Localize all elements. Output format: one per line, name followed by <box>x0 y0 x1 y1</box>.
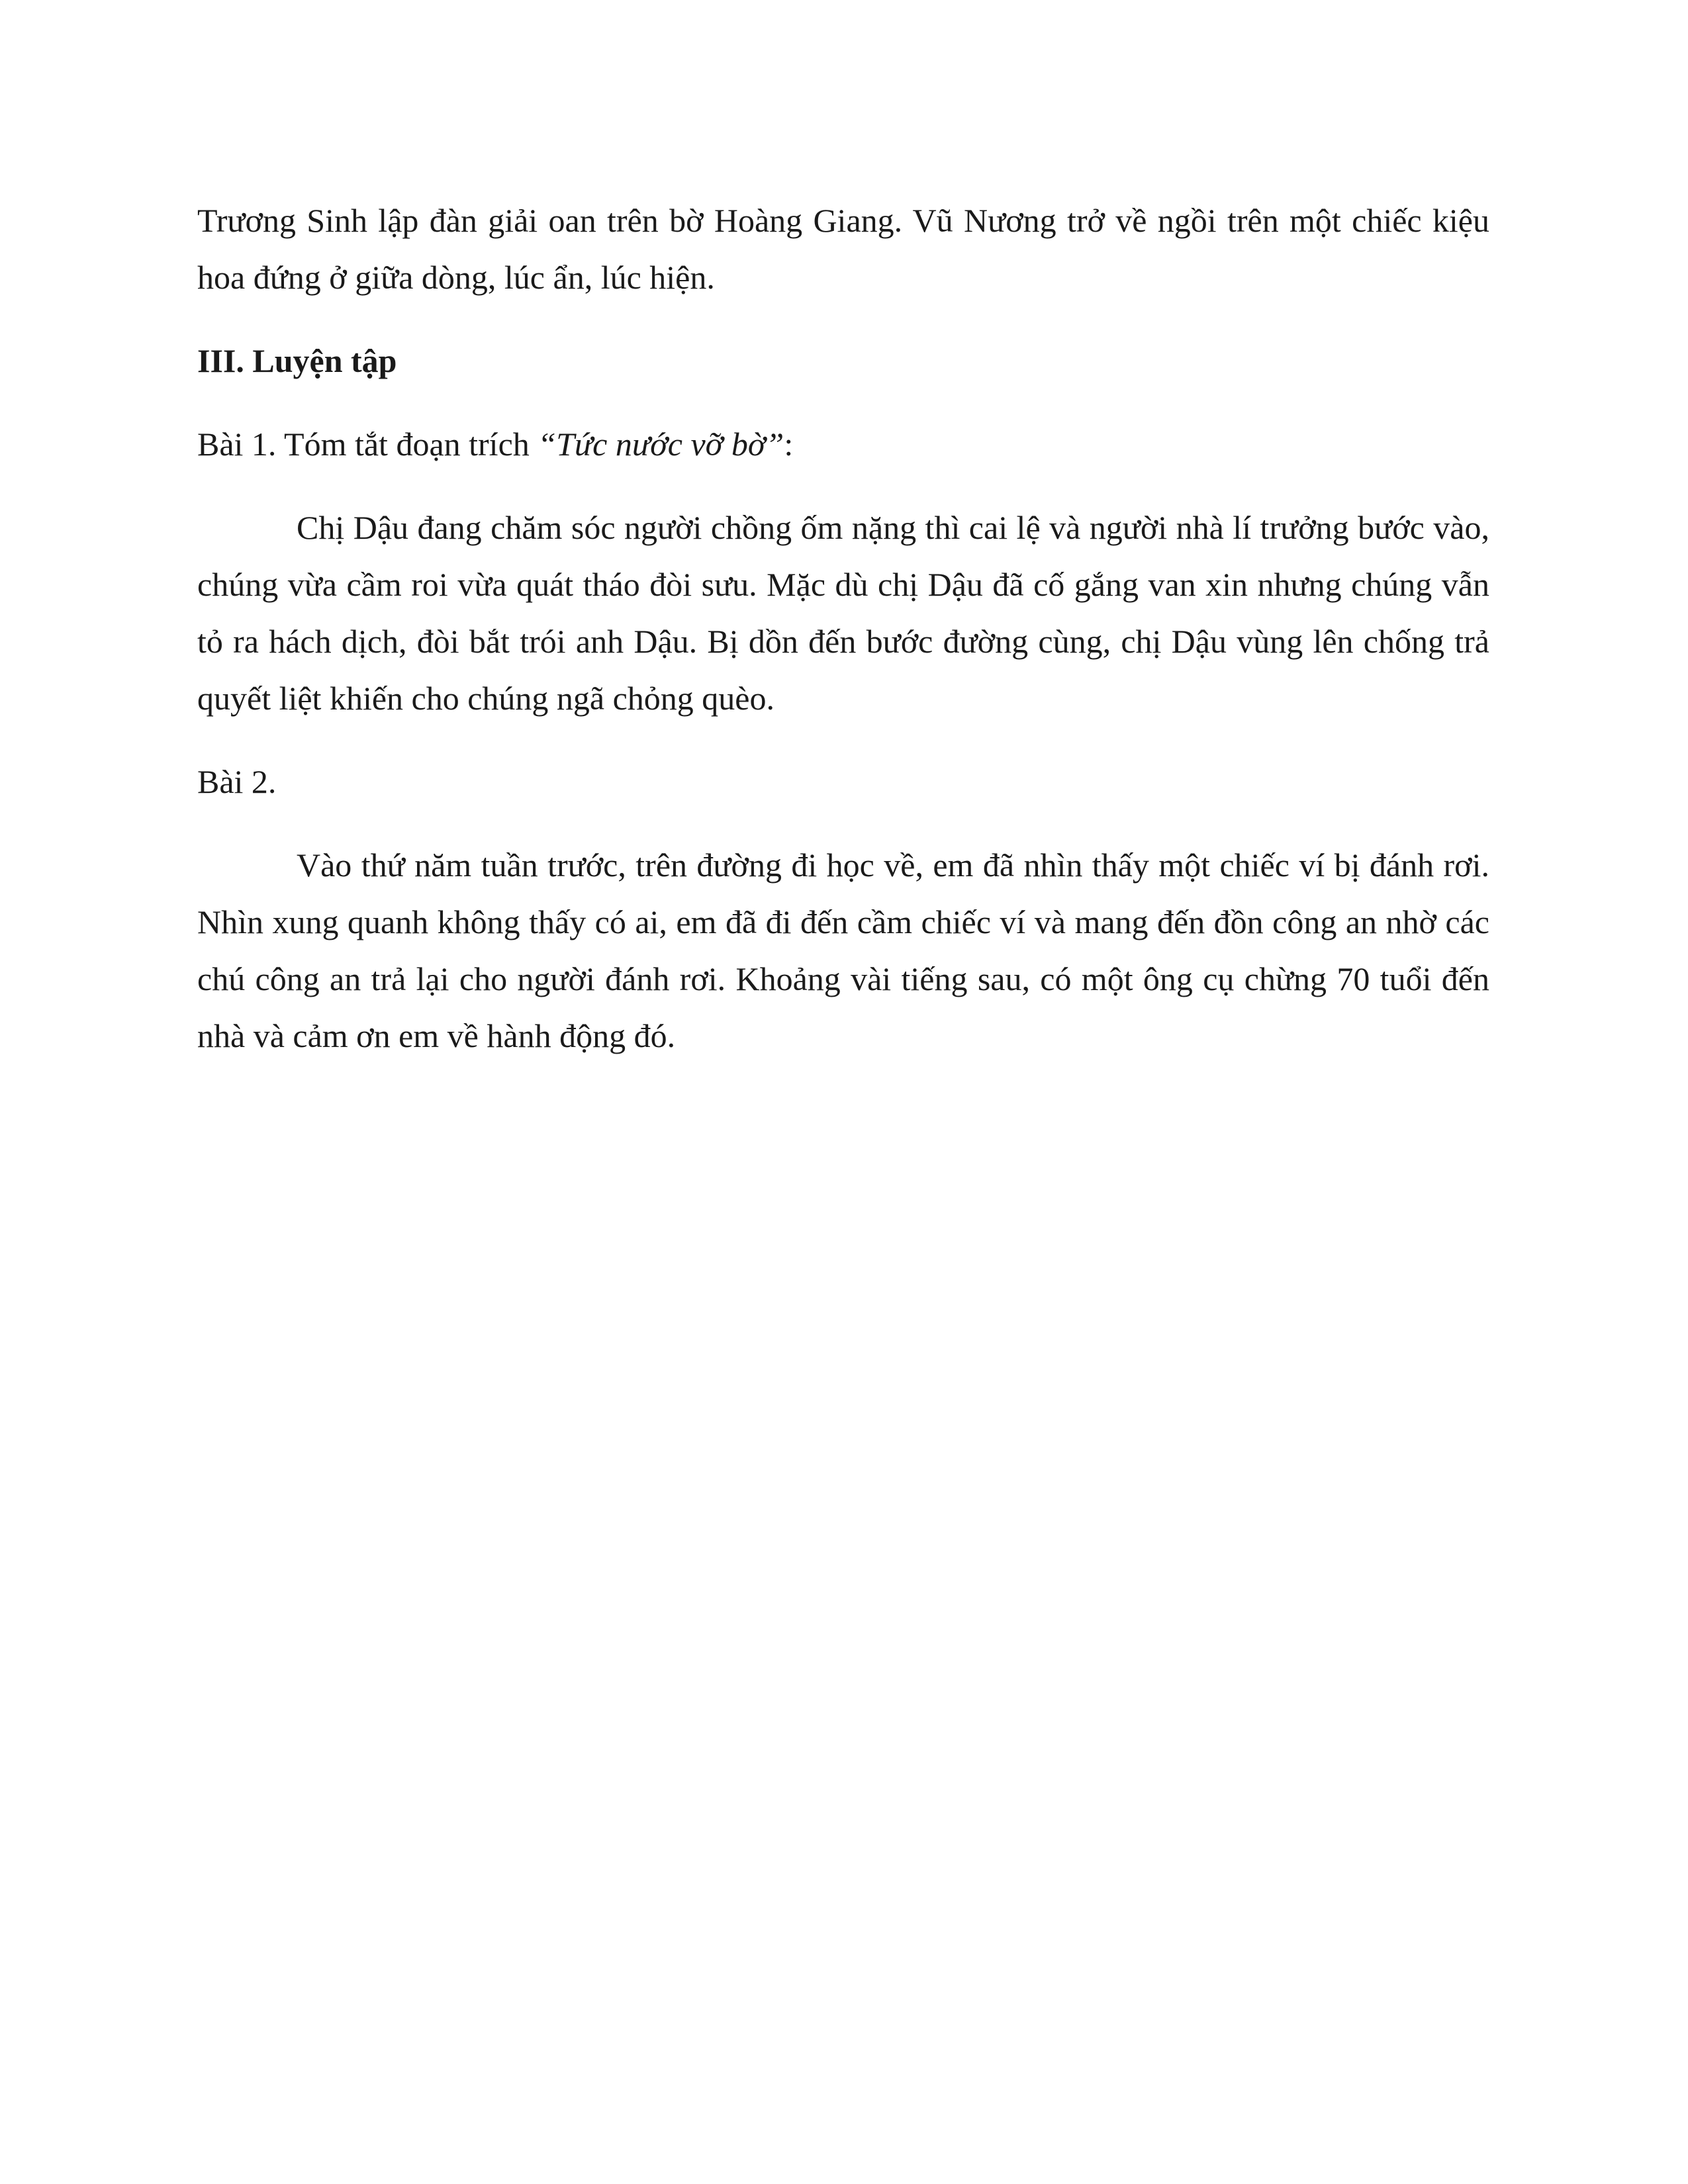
exercise-1-title: “Tức nước vỡ bờ” <box>538 426 784 463</box>
section-heading: III. Luyện tập <box>197 342 397 379</box>
exercise-1-label-prefix: Bài 1. Tóm tắt đoạn trích <box>197 426 538 463</box>
exercise-1-label-suffix: : <box>784 426 794 463</box>
exercise-2-story: Vào thứ năm tuần trước, trên đường đi học về, em đã nhìn thấy một chiếc ví bị đánh rơi. Nhìn xung quanh không thấy có ai, em đã đi đến cầm chiếc ví và mang đến đồn công an nhờ các chú công an trả lại cho người đánh rơi. Khoảng vài tiếng sau, có một ông cụ chừng 70 tuổi đến nhà và cảm ơn em về hành động đó. <box>197 846 1489 1054</box>
exercise-1-label <box>197 416 1489 473</box>
document-body <box>197 192 1489 1091</box>
intro-paragraph: Trương Sinh lập đàn giải oan trên bờ Hoàng Giang. Vũ Nương trở về ngồi trên một chiếc kiệu hoa đứng ở giữa dòng, lúc ẩn, lúc hiện. <box>197 202 1489 296</box>
exercise-1-summary: Chị Dậu đang chăm sóc người chồng ốm nặng thì cai lệ và người nhà lí trưởng bước vào, chúng vừa cầm roi vừa quát tháo đòi sưu. Mặc dù chị Dậu đã cố gắng van xin nhưng chúng vẫn tỏ ra hách dịch, đòi bắt trói anh Dậu. Bị dồn đến bước đường cùng, chị Dậu vùng lên chống trả quyết liệt khiến cho chúng ngã chỏng quèo. <box>197 509 1489 717</box>
exercise-2-label: Bài 2. <box>197 763 277 800</box>
